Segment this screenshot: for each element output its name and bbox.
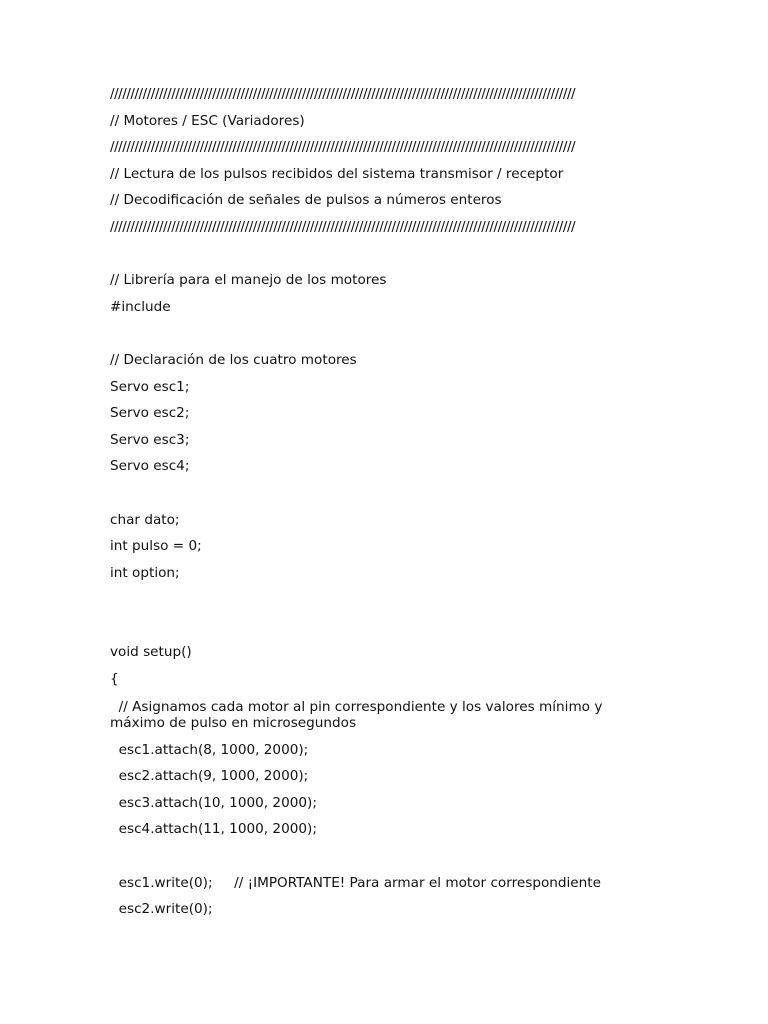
include-line: #include: [110, 298, 171, 315]
code-line: Servo esc3;: [110, 431, 190, 448]
code-line: int option;: [110, 564, 180, 581]
code-listing: [110, 85, 635, 927]
code-line: esc1.write(0); // ¡IMPORTANTE! Para armar el motor correspondiente: [110, 874, 601, 891]
comment-line: // Declaración de los cuatro motores: [110, 351, 357, 368]
blank-line: [110, 324, 635, 351]
comment-line: // Lectura de los pulsos recibidos del sistema transmisor / receptor: [110, 165, 564, 182]
comment-line: // Decodificación de señales de pulsos a números enteros: [110, 192, 502, 209]
comment-line: // Asignamos cada motor al pin correspondiente y los valores mínimo y máximo de pulso en microsegundos: [110, 698, 607, 731]
code-line: Servo esc2;: [110, 405, 190, 422]
separator-line: //////////////////////////////////////////////////////////////////////////////////////////////////////////////////: [110, 218, 576, 235]
blank-line: [110, 590, 635, 617]
blank-line: [110, 617, 635, 644]
blank-line: [110, 484, 635, 511]
comment-line: // Librería para el manejo de los motores: [110, 272, 387, 289]
blank-line: [110, 245, 635, 272]
code-line: Servo esc1;: [110, 378, 190, 395]
code-line: esc1.attach(8, 1000, 2000);: [110, 741, 309, 758]
separator-line: //////////////////////////////////////////////////////////////////////////////////////////////////////////////////: [110, 86, 576, 102]
code-line: esc2.write(0);: [110, 901, 213, 918]
blank-line: [110, 847, 635, 874]
code-line: {: [110, 671, 119, 688]
code-line: esc4.attach(11, 1000, 2000);: [110, 821, 317, 838]
code-line: esc3.attach(10, 1000, 2000);: [110, 794, 317, 811]
code-line: void setup(): [110, 644, 192, 661]
code-line: esc2.attach(9, 1000, 2000);: [110, 768, 309, 785]
code-line: char dato;: [110, 511, 180, 528]
code-line: Servo esc4;: [110, 458, 190, 475]
comment-line: // Motores / ESC (Variadores): [110, 112, 305, 129]
separator-line: //////////////////////////////////////////////////////////////////////////////////////////////////////////////////: [110, 139, 576, 156]
code-line: int pulso = 0;: [110, 538, 202, 555]
